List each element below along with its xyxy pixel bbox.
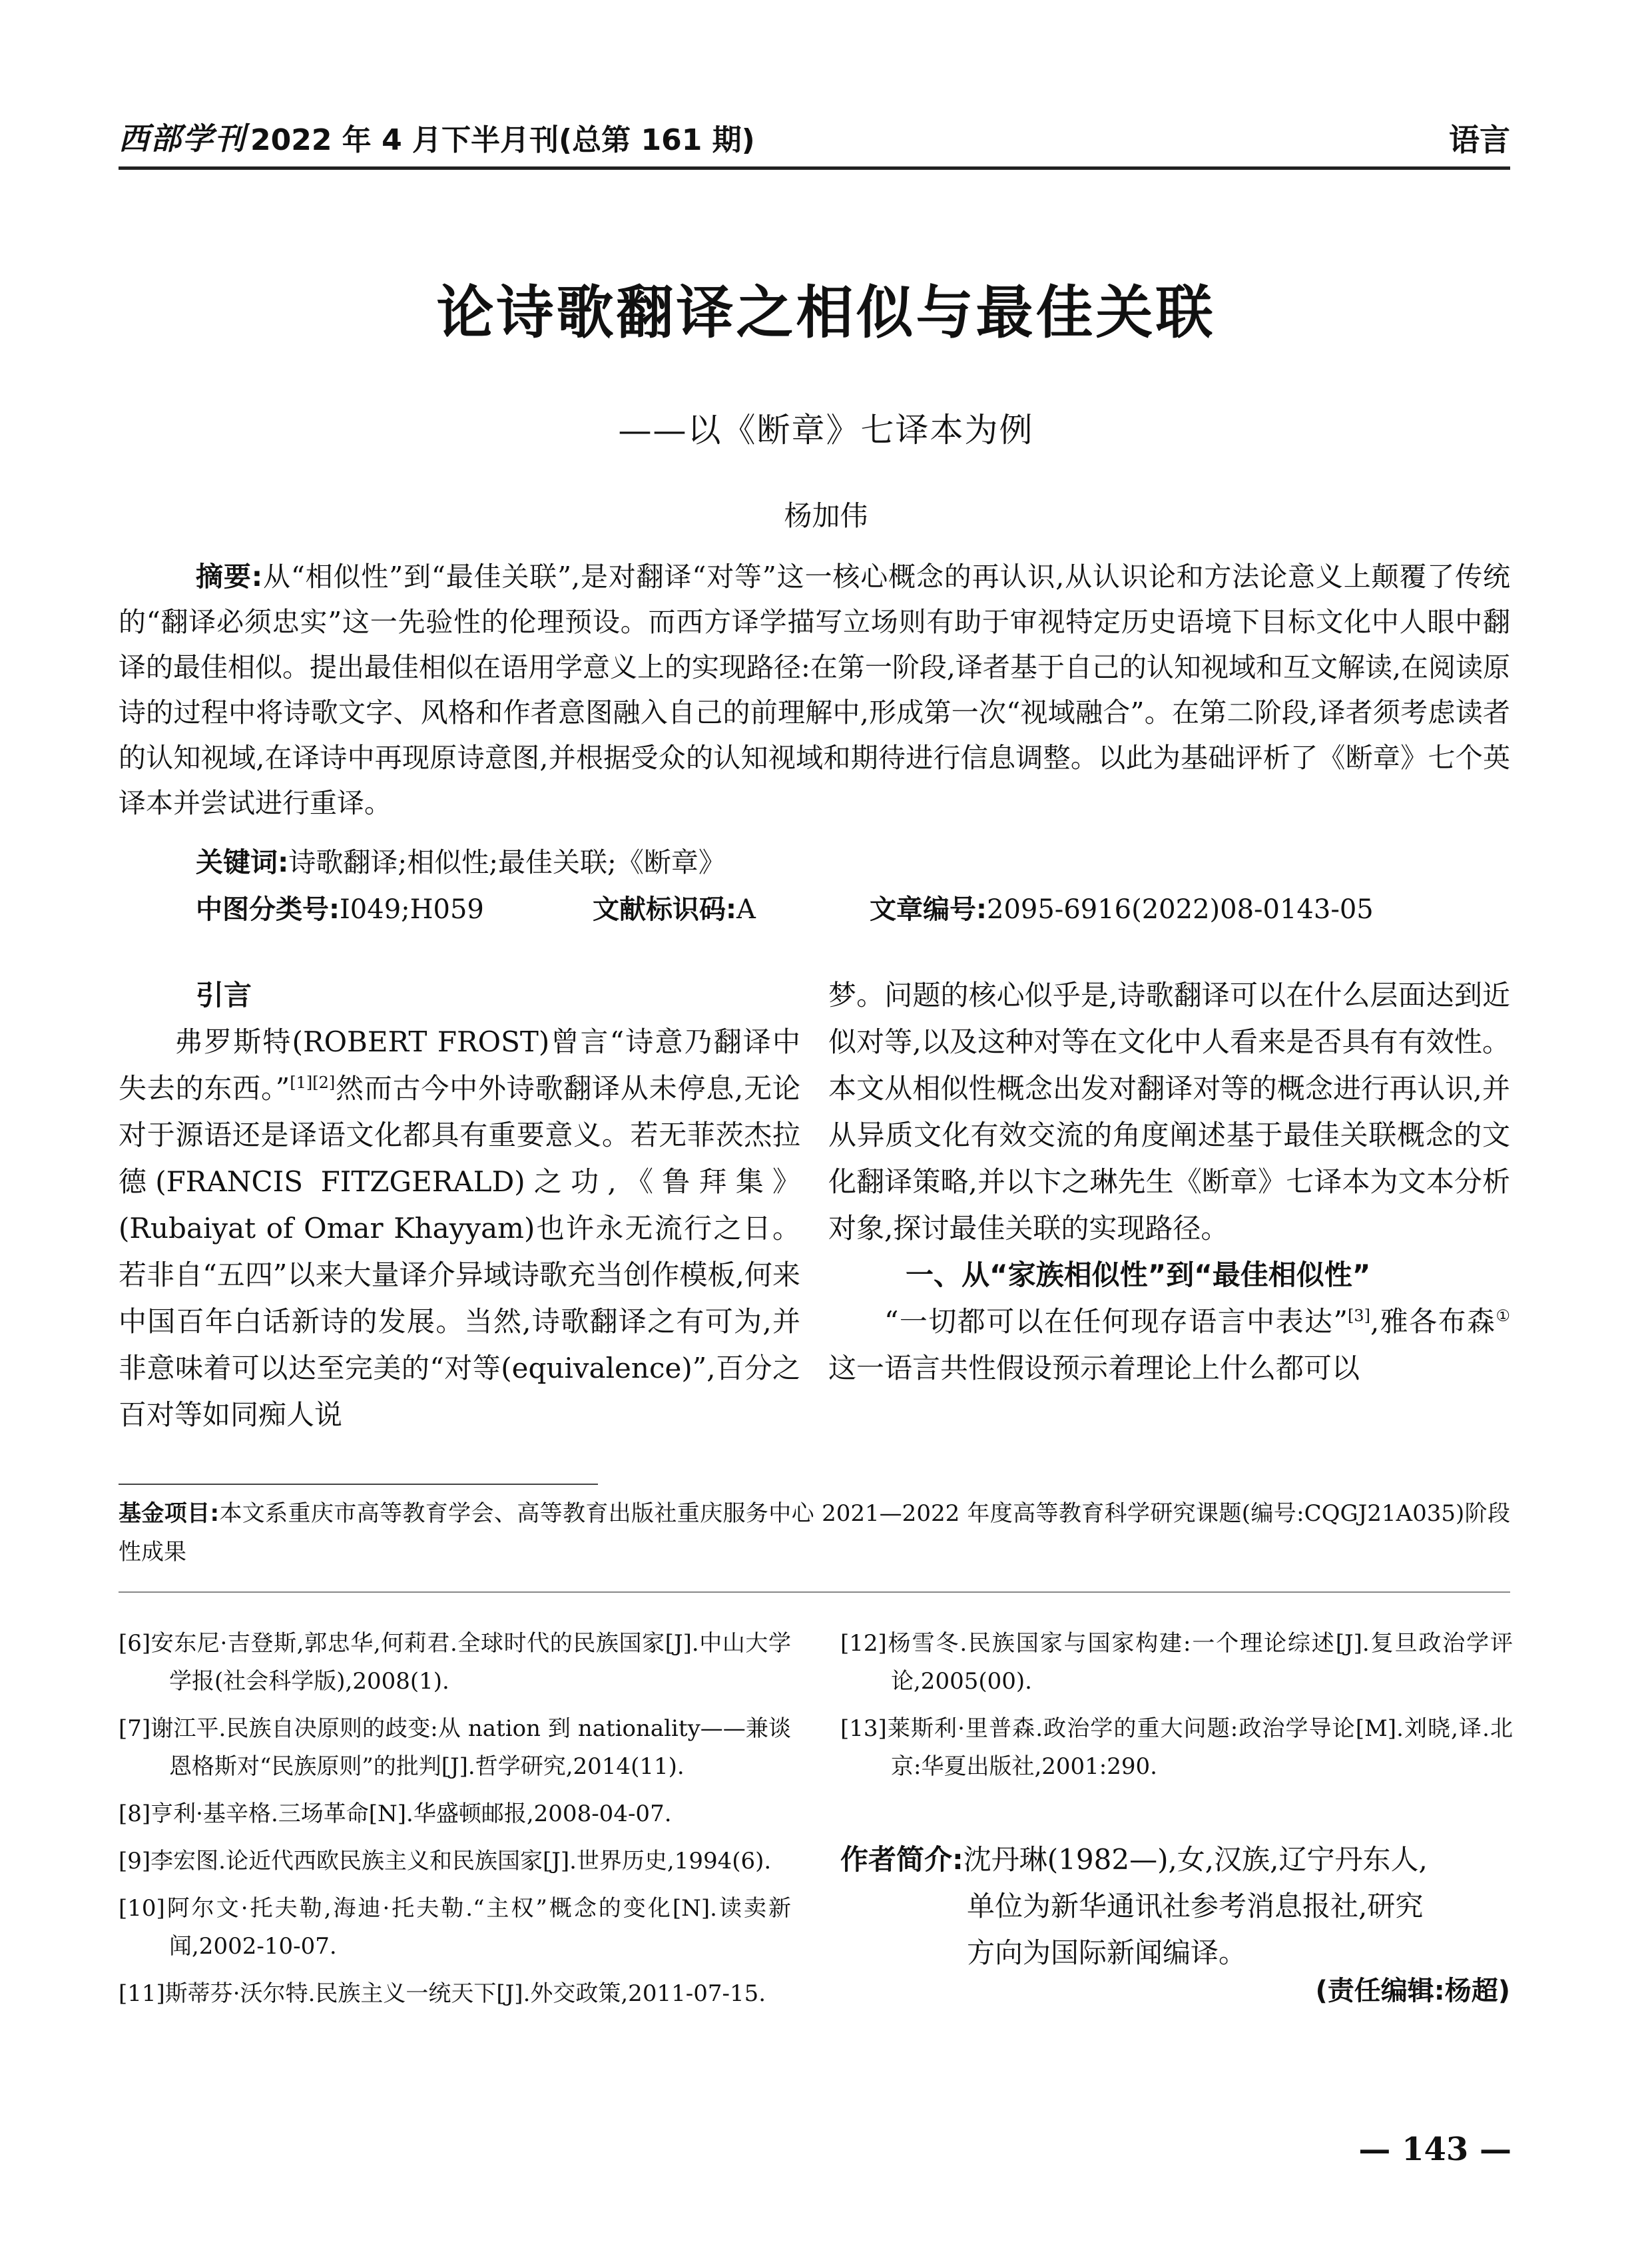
paragraph-text: 然而古今中外诗歌翻译从未停息,无论对于源语还是译语文化都具有重要意义。若无菲茨杰拉德(FRANCIS FITZGERALD)之功,《鲁拜集》(Rubaiyat of Omar Khayyam)也许永无流行之日。若非自“五四”以来大量译介异域诗歌充当创作模板,何来中国百年白话新诗的发展。当然,诗歌翻译之有可为,并非意味着可以达至完美的“对等(equivalence)”,百分之百对等如同痴人说	[119, 1072, 800, 1431]
body-paragraph: 梦。问题的核心似乎是,诗歌翻译可以在什么层面达到近似对等,以及这种对等在文化中人看来是否具有有效性。本文从相似性概念出发对翻译对等的概念进行再认识,并从异质文化有效交流的角度阐述基于最佳关联概念的文化翻译策略,并以卞之琳先生《断章》七译本为文本分析对象,探讨最佳关联的实现路径。	[828, 979, 1510, 1245]
article-title: 论诗歌翻译之相似与最佳关联	[436, 279, 1216, 346]
paragraph-text: 这一语言共性假设预示着理论上什么都可以	[828, 1352, 1360, 1384]
footnote-divider	[119, 1484, 598, 1485]
page-number: — 143 —	[1358, 2131, 1512, 2168]
keywords-text: 诗歌翻译;相似性;最佳关联;《断章》	[288, 846, 726, 878]
clc-number	[196, 888, 484, 926]
paragraph-text: 弗罗斯特(ROBERT FROST)曾言“诗意乃翻译中失去的东西。”	[119, 1025, 800, 1105]
keywords-label: 关键词:	[196, 846, 289, 878]
paragraph-text: “一切都可以在任何现存语言中表达”	[884, 1305, 1348, 1338]
keywords	[196, 840, 726, 880]
abstract-text: 从“相似性”到“最佳关联”,是对翻译“对等”这一核心概念的再认识,从认识论和方法论意义上颠覆了传统的“翻译必须忠实”这一先验性的伦理预设。而西方译学描写立场则有助于审视特定历史语境下目标文化中人眼中翻译的最佳相似。提出最佳相似在语用学意义上的实现路径:在第一阶段,译者基于自己的认知视域和互文解读,在阅读原诗的过程中将诗歌文字、风格和作者意图融入自己的前理解中,形成第一次“视域融合”。在第二阶段,译者须考虑读者的认知视域,在译诗中再现原诗意图,并根据受众的认知视域和期待进行信息调整。以此为基础评析了《断章》七个英译本并尝试进行重译。	[119, 561, 1510, 819]
abstract	[119, 554, 1510, 826]
references-divider	[119, 1591, 1510, 1593]
author-intro-label: 作者简介:	[840, 1843, 964, 1876]
running-header	[119, 112, 1510, 165]
citation: [1][2]	[290, 1073, 336, 1092]
doc-label: 文献标识码:	[593, 894, 736, 925]
reference-item: [7]谢江平.民族自决原则的歧变:从 nation 到 nationality——兼谈恩格斯对“民族原则”的批判[J].哲学研究,2014(11).	[119, 1715, 791, 1780]
reference-item: [8]亨利·基辛格.三场革命[N].华盛顿邮报,2008-04-07.	[119, 1801, 672, 1827]
paragraph-text: ,雅各布森	[1370, 1305, 1496, 1338]
references-right	[840, 1625, 1513, 1795]
footnote-marker: ①	[1496, 1306, 1510, 1325]
funding-text: 本文系重庆市高等教育学会、高等教育出版社重庆服务中心 2021—2022 年度高等教育科学研究课题(编号:CQGJ21A035)阶段性成果	[119, 1500, 1510, 1565]
author-intro-line: 沈丹琳(1982—),女,汉族,辽宁丹东人,	[963, 1843, 1428, 1876]
author-intro-line: 方向为国际新闻编译。	[967, 1936, 1247, 1969]
article-number-label: 文章编号:	[870, 894, 987, 925]
body-paragraph	[119, 1019, 800, 1438]
section-heading-intro: 引言	[196, 979, 252, 1011]
document-code	[593, 888, 756, 926]
abstract-label: 摘要:	[196, 561, 263, 593]
reference-item: [12]杨雪冬.民族国家与国家构建:一个理论综述[J].复旦政治学评论,2005(00).	[840, 1630, 1513, 1695]
article-number-value: 2095-6916(2022)08-0143-05	[987, 894, 1374, 925]
responsible-editor: (责任编辑:杨超)	[1315, 1976, 1510, 2006]
article-number	[870, 888, 1374, 926]
section-heading-1: 一、从“家族相似性”到“最佳相似性”	[906, 1259, 1371, 1291]
article-subtitle: ——以《断章》七译本为例	[618, 411, 1034, 449]
body-column-right	[828, 972, 1510, 1392]
clc-value: I049;H059	[340, 894, 484, 925]
clc-label: 中图分类号:	[196, 894, 340, 925]
header-divider	[119, 166, 1510, 170]
body-column-left	[119, 972, 800, 1438]
reference-item: [6]安东尼·吉登斯,郭忠华,何莉君.全球时代的民族国家[J].中山大学学报(社会科学版),2008(1).	[119, 1630, 791, 1695]
body-paragraph	[828, 1298, 1510, 1392]
issue-info: 2022 年 4 月下半月刊(总第 161 期)	[250, 123, 755, 157]
reference-item: [13]莱斯利·里普森.政治学的重大问题:政治学导论[M].刘晓,译.北京:华夏出版社,2001:290.	[840, 1715, 1513, 1780]
section-name: 语言	[1449, 122, 1510, 158]
journal-logo: 西部学刊	[119, 121, 246, 156]
funding-label: 基金项目:	[119, 1500, 220, 1527]
reference-item: [9]李宏图.论近代西欧民族主义和民族国家[J].世界历史,1994(6).	[119, 1848, 772, 1874]
article-author: 杨加伟	[784, 499, 868, 532]
references-left	[119, 1625, 791, 2022]
reference-item: [10]阿尔文·托夫勒,海迪·托夫勒.“主权”概念的变化[N].读卖新闻,2002-10-07.	[119, 1895, 791, 1960]
citation: [3]	[1347, 1306, 1370, 1325]
author-intro-line: 单位为新华通讯社参考消息报社,研究	[967, 1890, 1424, 1922]
author-intro	[840, 1836, 1513, 1976]
funding-note	[119, 1494, 1510, 1571]
reference-item: [11]斯蒂芬·沃尔特.民族主义一统天下[J].外交政策,2011-07-15.	[119, 1980, 766, 2007]
doc-value: A	[736, 894, 756, 925]
